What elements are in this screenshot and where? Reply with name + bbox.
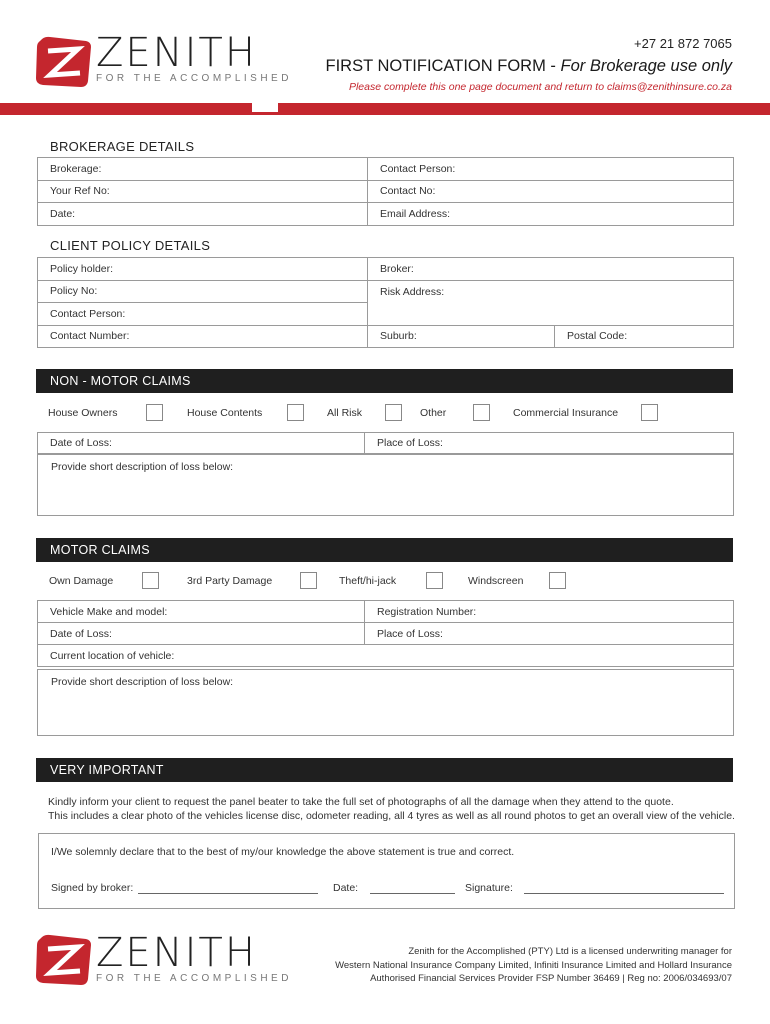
email-field[interactable]: Email Address:	[368, 203, 734, 226]
third-party-damage-checkbox[interactable]	[300, 572, 317, 589]
footer-legal	[335, 945, 732, 986]
header-rule-join	[252, 112, 278, 115]
vehicle-location-field[interactable]: Current location of vehicle:	[38, 645, 734, 667]
registration-field[interactable]: Registration Number:	[365, 601, 734, 623]
header-rule-left	[0, 103, 252, 115]
table-row	[38, 258, 734, 281]
motor-heading: MOTOR CLAIMS	[36, 538, 733, 562]
contact-person-field[interactable]: Contact Person:	[38, 303, 368, 326]
important-line-2: This includes a clear photo of the vehicles license disc, odometer reading, all 4 tyres as well as all round photos to get an overall view of the vehicle.	[48, 810, 735, 822]
logo-tagline: FOR THE ACCOMPLISHED	[96, 73, 292, 84]
table-row	[38, 325, 734, 348]
motor-place-of-loss[interactable]: Place of Loss:	[365, 623, 734, 645]
commercial-insurance-label: Commercial Insurance	[513, 407, 619, 419]
windscreen-label: Windscreen	[468, 575, 524, 587]
other-label: Other	[420, 407, 447, 419]
vehicle-make-field[interactable]: Vehicle Make and model:	[38, 601, 365, 623]
contact-number-field[interactable]: Contact Number:	[38, 325, 368, 348]
declaration-statement: I/We solemnly declare that to the best of my/our knowledge the above statement is true and correct.	[51, 846, 515, 858]
motor-table	[37, 600, 734, 667]
motor-date-of-loss[interactable]: Date of Loss:	[38, 623, 365, 645]
table-row	[38, 623, 734, 645]
phone-number: +27 21 872 7065	[634, 36, 732, 51]
client-table	[37, 257, 734, 348]
declaration-box	[38, 833, 735, 909]
table-row	[38, 180, 734, 203]
footer-line-1: Zenith for the Accomplished (PTY) Ltd is a licensed underwriting manager for	[408, 946, 732, 957]
zenith-logo-mark	[34, 35, 92, 89]
form-title-main: FIRST NOTIFICATION FORM -	[325, 57, 561, 75]
theft-hijack-label: Theft/hi-jack	[339, 575, 397, 587]
signature-label: Signature:	[465, 882, 513, 894]
all-risk-label: All Risk	[327, 407, 363, 419]
date-label: Date:	[333, 882, 359, 894]
broker-field[interactable]: Broker:	[368, 258, 734, 281]
non-motor-table	[37, 432, 734, 454]
own-damage-checkbox[interactable]	[142, 572, 159, 589]
house-contents-checkbox[interactable]	[287, 404, 304, 421]
table-row	[38, 601, 734, 623]
client-heading: CLIENT POLICY DETAILS	[50, 238, 211, 253]
date-field[interactable]: Date:	[38, 203, 368, 226]
house-owners-checkbox[interactable]	[146, 404, 163, 421]
non-motor-place-of-loss[interactable]: Place of Loss:	[365, 433, 734, 454]
theft-hijack-checkbox[interactable]	[426, 572, 443, 589]
contact-person-field[interactable]: Contact Person:	[368, 158, 734, 181]
policy-holder-field[interactable]: Policy holder:	[38, 258, 368, 281]
footer-line-2: Western National Insurance Company Limited, Infiniti Insurance Limited and Hollard Insurance	[335, 959, 732, 971]
table-row	[38, 203, 734, 226]
signed-by-line[interactable]	[138, 893, 318, 894]
all-risk-checkbox[interactable]	[385, 404, 402, 421]
table-row	[38, 303, 734, 326]
logo-wordmark: ZENITH	[96, 30, 257, 76]
footer-logo-tagline: FOR THE ACCOMPLISHED	[96, 973, 292, 984]
other-checkbox[interactable]	[473, 404, 490, 421]
table-row	[38, 645, 734, 667]
zenith-logo-mark	[34, 933, 92, 987]
postal-code-field[interactable]: Postal Code:	[555, 325, 734, 348]
house-contents-label: House Contents	[187, 407, 263, 419]
brokerage-field[interactable]: Brokerage:	[38, 158, 368, 181]
motor-description-box[interactable]	[37, 669, 734, 736]
important-text	[48, 795, 735, 823]
contact-no-field[interactable]: Contact No:	[368, 180, 734, 203]
non-motor-date-of-loss[interactable]: Date of Loss:	[38, 433, 365, 454]
non-motor-description-box[interactable]	[37, 454, 734, 516]
table-row	[38, 158, 734, 181]
motor-description-label: Provide short description of loss below:	[51, 676, 234, 688]
footer-logo-wordmark: ZENITH	[96, 930, 257, 976]
table-row	[38, 433, 734, 454]
non-motor-heading: NON - MOTOR CLAIMS	[36, 369, 733, 393]
brokerage-table	[37, 157, 734, 226]
header-rule-right	[278, 103, 770, 115]
your-ref-field[interactable]: Your Ref No:	[38, 180, 368, 203]
own-damage-label: Own Damage	[49, 575, 114, 587]
third-party-damage-label: 3rd Party Damage	[187, 575, 273, 587]
risk-address-continued[interactable]	[368, 303, 734, 326]
risk-address-field[interactable]: Risk Address:	[368, 280, 734, 303]
policy-no-field[interactable]: Policy No:	[38, 280, 368, 303]
important-line-1: Kindly inform your client to request the panel beater to take the full set of photographs of all the damage when they attend to the quote.	[48, 796, 674, 808]
brokerage-heading: BROKERAGE DETAILS	[50, 139, 195, 154]
commercial-insurance-checkbox[interactable]	[641, 404, 658, 421]
form-subtitle: Please complete this one page document and return to claims@zenithinsure.co.za	[348, 81, 732, 93]
signature-line[interactable]	[524, 893, 724, 894]
windscreen-checkbox[interactable]	[549, 572, 566, 589]
footer-line-3: Authorised Financial Services Provider FSP Number 36469 | Reg no: 2006/034693/07	[370, 973, 732, 984]
signed-by-label: Signed by broker:	[51, 882, 134, 894]
non-motor-description-label: Provide short description of loss below:	[51, 461, 234, 473]
date-line[interactable]	[370, 893, 455, 894]
important-heading: VERY IMPORTANT	[36, 758, 733, 782]
form-title-italic: For Brokerage use only	[560, 57, 732, 75]
suburb-field[interactable]: Suburb:	[368, 325, 555, 348]
house-owners-label: House Owners	[48, 407, 118, 419]
form-title	[326, 57, 732, 76]
table-row	[38, 280, 734, 303]
